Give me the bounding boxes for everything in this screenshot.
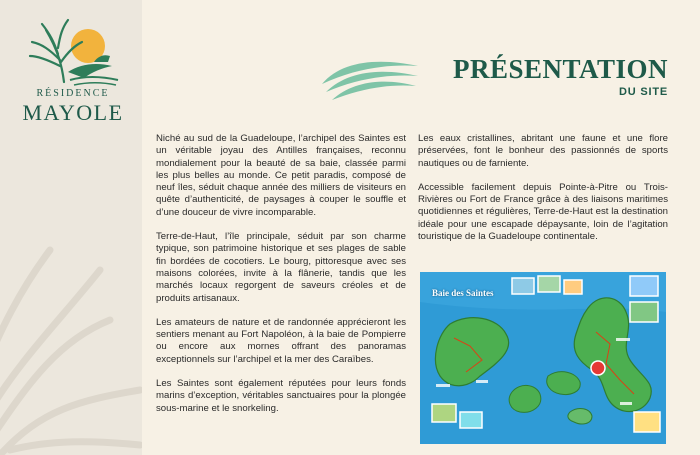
- palm-sun-logo-icon: [24, 16, 124, 88]
- page-header: [320, 50, 680, 110]
- waves-icon: [320, 54, 420, 104]
- left-text-column: [156, 133, 406, 427]
- right-text-column: [418, 133, 668, 255]
- paragraph: Les amateurs de nature et de randonnée apprécieront les sentiers menant au Fort Napoléon, à la baie de Pompierre ou encore aux mornes offrant des panoramas exceptionnels sur l’archipel et la mer des Caraïbes.: [156, 316, 406, 365]
- paragraph: Les eaux cristallines, abritant une faune et une flore préservées, font le bonheur des passionnés de sports nautiques ou de farniente.: [418, 133, 668, 169]
- brand-top-label: RÉSIDENCE: [36, 88, 110, 99]
- page-subtitle: DU SITE: [619, 86, 668, 98]
- palm-shadow-decoration: [0, 210, 142, 455]
- paragraph: Les Saintes sont également réputées pour leurs fonds marins d’exception, véritables sanctuaires pour la plongée sous-marine et le snorkeling.: [156, 378, 406, 414]
- sidebar: [0, 0, 142, 455]
- map-title: Baie des Saintes: [432, 288, 494, 298]
- paragraph: Terre-de-Haut, l’île principale, séduit par son charme typique, son patrimoine historique et ses plages de sable fin bordées de cocotiers. Le bourg, pittoresque avec ses maisons colorées, invite à la flânerie, tandis que les marchés locaux regorgent de saveurs créoles et de produits artisanaux.: [156, 231, 406, 304]
- paragraph: Accessible facilement depuis Pointe-à-Pitre ou Trois-Rivières ou Fort de France grâce à des liaisons maritimes quotidiennes et régulières, Terre-de-Haut est la destination idéale pour une escapade dépaysante, loin de l’agitation touristique de la Guadeloupe continentale.: [418, 181, 668, 243]
- archipelago-map: [420, 272, 666, 444]
- page-title: PRÉSENTATION: [452, 54, 668, 84]
- paragraph: Niché au sud de la Guadeloupe, l’archipel des Saintes est un véritable joyau des Antilles françaises, reconnu mondialement pour la beauté de sa baie, classée parmi les plus belles au monde. Ce petit paradis, composé de neuf îles, séduit chaque année des milliers de visiteurs en quête d’authenticité, de paysages à couper le souffle et d’une douceur de vivre incomparable.: [156, 133, 406, 218]
- brand-name: MAYOLE: [22, 100, 124, 125]
- residence-logo[interactable]: [14, 16, 132, 126]
